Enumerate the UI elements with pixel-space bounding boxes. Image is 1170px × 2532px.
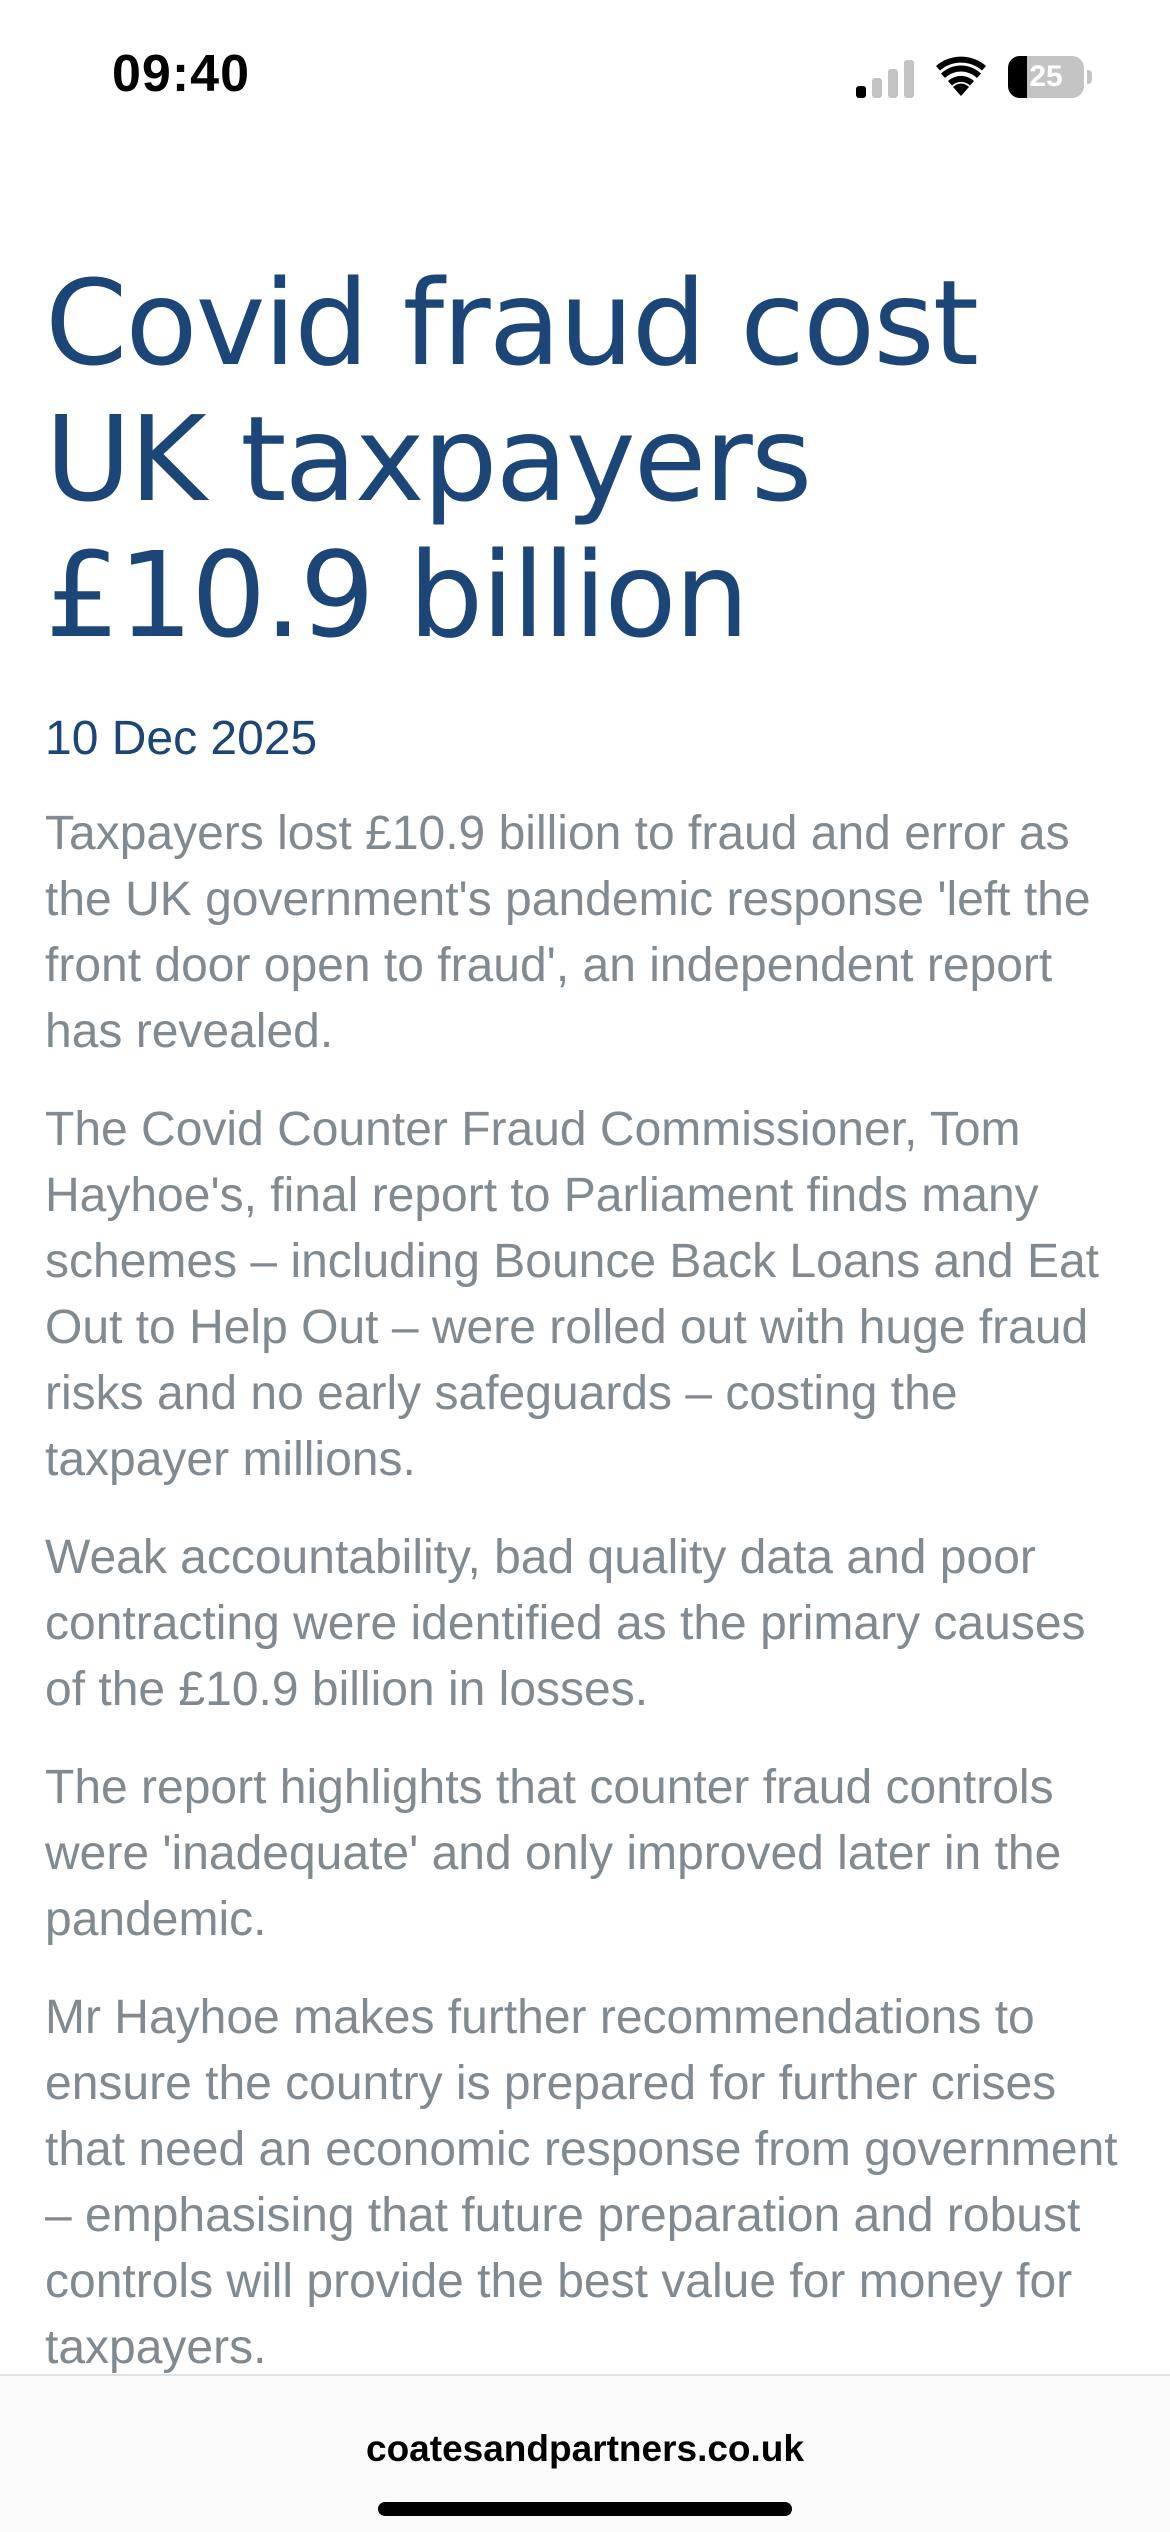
article — [45, 255, 1135, 2413]
wifi-icon — [936, 56, 986, 96]
article-paragraph: Taxpayers lost £10.9 billion to fraud and error as the UK government's pandemic response 'left the front door open to fraud', an independent report has revealed. — [45, 807, 1091, 1058]
article-headline: Covid fraud cost UK taxpayers £10.9 billion — [45, 254, 977, 664]
article-paragraph: Weak accountability, bad quality data and poor contracting were identified as the primary causes of the £10.9 billion in losses. — [45, 1531, 1086, 1716]
battery-cap — [1087, 70, 1092, 84]
article-paragraph: Mr Hayhoe makes further recommendations to ensure the country is prepared for further crises that need an economic response from government – emphasising that future preparation and robust controls will provide the best value for money for taxpayers. — [45, 1991, 1118, 2374]
battery-percentage: 25 — [1029, 60, 1063, 93]
home-indicator[interactable] — [378, 2502, 792, 2516]
battery-body — [1008, 56, 1084, 98]
article-body — [45, 801, 1135, 2381]
article-paragraph: The report highlights that counter fraud controls were 'inadequate' and only improved later in the pandemic. — [45, 1761, 1062, 1946]
cellular-signal-icon — [856, 60, 914, 98]
article-paragraph: The Covid Counter Fraud Commissioner, Tom Hayhoe's, final report to Parliament finds many schemes – including Bounce Back Loans and Eat Out to Help Out – were rolled out with huge fraud risks and no early safeguards – costing the taxpayer millions. — [45, 1103, 1100, 1486]
battery-icon — [1008, 56, 1092, 98]
status-time: 09:40 — [112, 45, 250, 103]
article-date: 10 Dec 2025 — [45, 712, 318, 765]
browser-url-bar[interactable] — [0, 2374, 1170, 2532]
url-display[interactable]: coatesandpartners.co.uk — [366, 2428, 804, 2469]
status-bar — [0, 0, 1170, 150]
